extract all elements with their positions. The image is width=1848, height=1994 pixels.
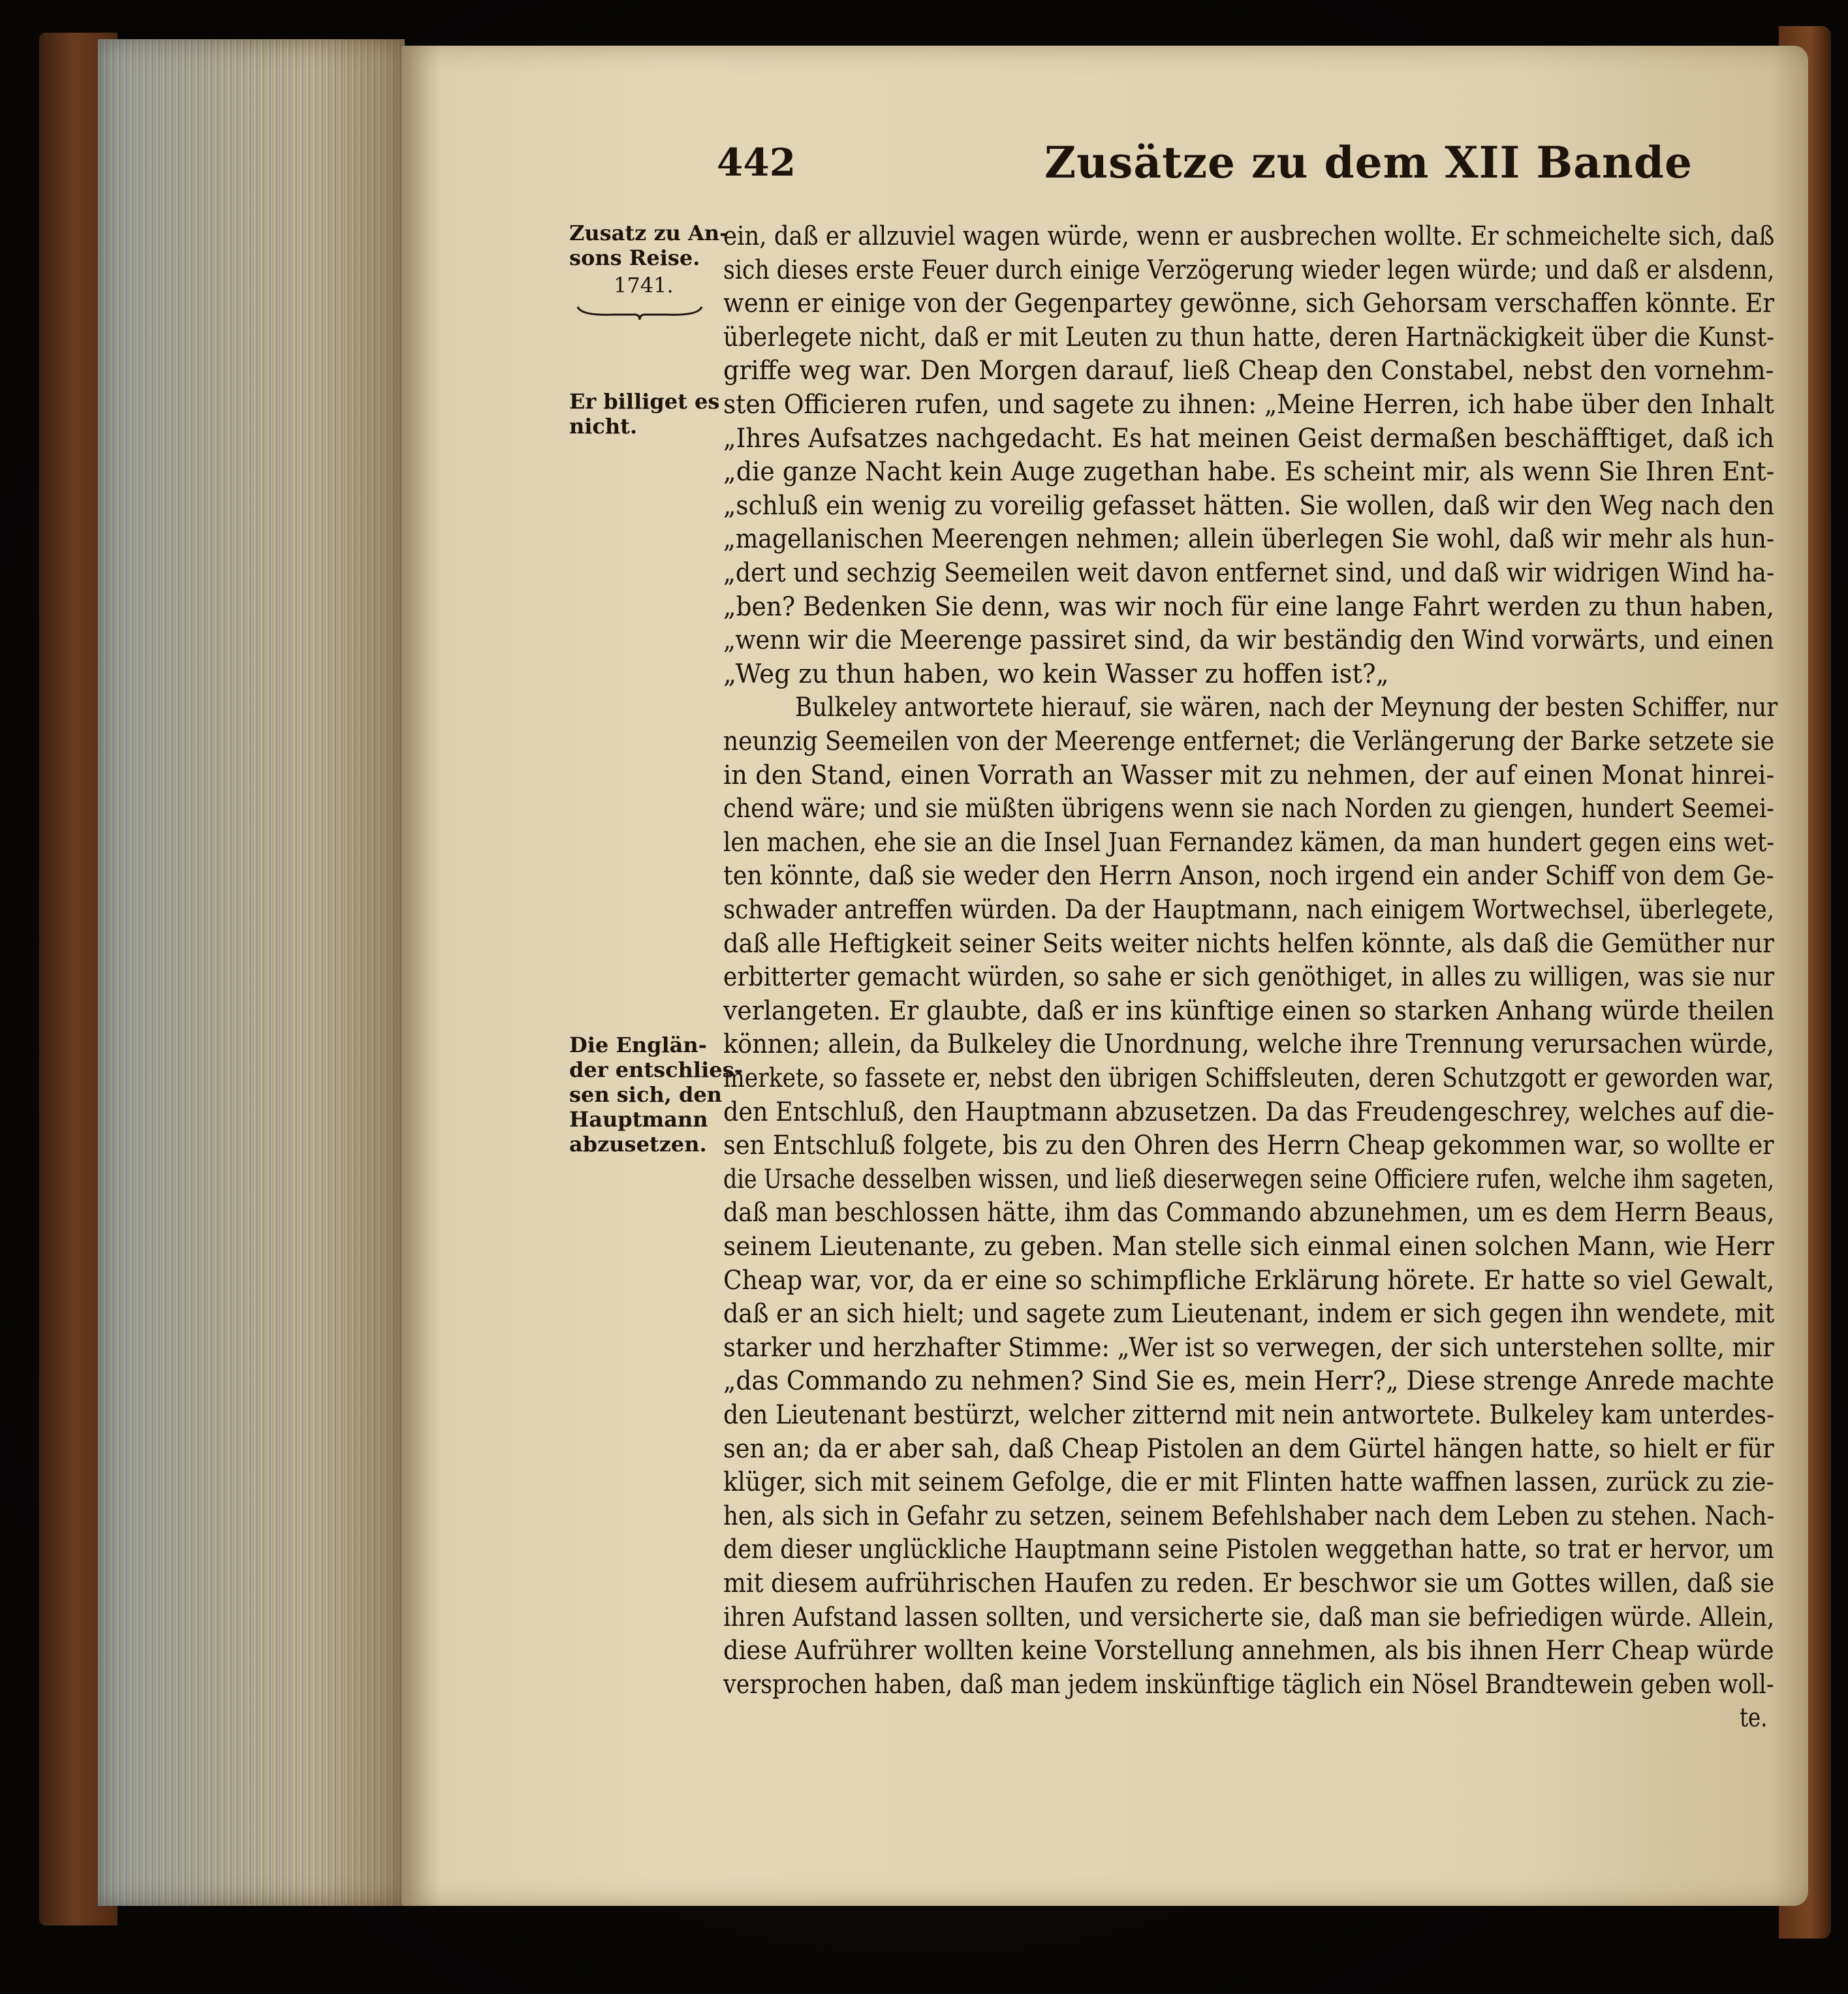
margin-note-line: abzusetzen. <box>569 1132 707 1157</box>
margin-note-line: sen sich, den <box>569 1082 722 1107</box>
body-line: „die ganze Nacht kein Auge zugethan habe. Es scheint mir, als wenn Sie Ihren Ent- <box>723 457 1775 488</box>
margin-note-line: Die Englän- <box>569 1033 707 1057</box>
body-line: griffe weg war. Den Morgen darauf, ließ Cheap den Constabel, nebst den vornehm- <box>723 356 1774 386</box>
body-line: den Entschluß, den Hauptmann abzusetzen. Da das Freudengeschrey, welches auf die- <box>723 1097 1775 1127</box>
body-line: überlegete nicht, daß er mit Leuten zu thun hatte, deren Hartnäckigkeit über die Kunst- <box>723 322 1775 352</box>
body-line: ten könnte, daß sie weder den Herrn Anson, noch irgend ein ander Schiff von dem Ge- <box>723 861 1774 892</box>
body-line: wenn er einige von der Gegenpartey gewönne, sich Gehorsam verschaffen könnte. Er <box>723 288 1775 319</box>
running-title: Zusätze zu dem XII Bande <box>1044 137 1693 188</box>
body-line: sten Officieren rufen, und sagete zu ihnen: „Meine Herren, ich habe über den Inhalt <box>723 390 1774 420</box>
body-line: schwader antreffen würden. Da der Hauptmann, nach einigem Wortwechsel, überlegete, <box>723 895 1775 925</box>
body-line: sen an; da er aber sah, daß Cheap Pistolen an dem Gürtel hängen hatte, so hielt er für <box>723 1433 1774 1464</box>
body-line: „Ihres Aufsatzes nachgedacht. Es hat meinen Geist dermaßen beschäfftiget, daß ich <box>723 423 1775 454</box>
body-line: hen, als sich in Gefahr zu setzen, seinem Befehlshaber nach dem Leben zu stehen. Nach- <box>723 1501 1775 1531</box>
body-line: len machen, ehe sie an die Insel Juan Fernandez kämen, da man hundert gegen eins wet- <box>723 827 1775 858</box>
margin-note-line: sons Reise. <box>569 245 700 270</box>
body-line: diese Aufrührer wollten keine Vorstellung annehmen, als bis ihnen Herr Cheap würde <box>723 1636 1774 1666</box>
body-line: „wenn wir die Meerenge passiret sind, da wir beständig den Wind vorwärts, und einen <box>723 625 1774 656</box>
margin-note-anson <box>569 221 728 270</box>
margin-note-line: Hauptmann <box>569 1107 708 1132</box>
margin-note-absetzen <box>569 1033 743 1157</box>
body-line: sich dieses erste Feuer durch einige Verzögerung wieder legen würde; und daß er alsdenn, <box>723 255 1775 285</box>
body-line: neunzig Seemeilen von der Meerenge entfernet; die Verlängerung der Barke setzete sie <box>723 726 1775 756</box>
body-line: daß man beschlossen hätte, ihm das Commando abzunehmen, um es dem Herrn Beaus, <box>723 1198 1775 1228</box>
body-line: „ben? Bedenken Sie denn, was wir noch für eine lange Fahrt werden zu thun haben, <box>723 591 1774 622</box>
body-line: ein, daß er allzuviel wagen würde, wenn er ausbrechen wollte. Er schmeichelte sich, daß <box>723 221 1775 251</box>
body-line: chend wäre; und sie müßten übrigens wenn sie nach Norden zu giengen, hundert Seemei- <box>723 794 1775 824</box>
body-line: merkete, so fassete er, nebst den übrigen Schiffsleuten, deren Schutzgott er geworden war, <box>723 1063 1774 1093</box>
body-line: die Ursache desselben wissen, und ließ dieserwegen seine Officiere rufen, welche ihm sageten, <box>723 1164 1775 1194</box>
body-line: den Lieutenant bestürzt, welcher zitternd mit nein antwortete. Bulkeley kam unterdes- <box>723 1400 1775 1430</box>
margin-note-year: 1741. <box>614 273 674 298</box>
body-line: können; allein, da Bulkeley die Unordnung, welche ihre Trennung verursachen würde, <box>723 1029 1774 1060</box>
body-line: ihren Aufstand lassen sollten, und versicherte sie, daß man sie befriedigen würde. Allein, <box>723 1602 1775 1632</box>
margin-note-line: der entschlies- <box>569 1057 743 1082</box>
body-line: starker und herzhafter Stimme: „Wer ist so verwegen, der sich unterstehen sollte, mir <box>723 1332 1774 1363</box>
body-line: „magellanischen Meerengen nehmen; allein überlegen Sie wohl, daß wir mehr als hun- <box>723 524 1775 555</box>
margin-note-line: Er billiget es <box>569 389 720 414</box>
margin-note-line: nicht. <box>569 414 638 439</box>
body-line: „Weg zu thun haben, wo kein Wasser zu hoffen ist?„ <box>723 659 1389 689</box>
page-number: 442 <box>717 140 796 185</box>
body-line: mit diesem aufrührischen Haufen zu reden. Er beschwor sie um Gottes willen, daß sie <box>723 1568 1775 1598</box>
body-line: Cheap war, vor, da er eine so schimpfliche Erklärung hörete. Er hatte so viel Gewalt, <box>723 1265 1775 1296</box>
body-line: daß alle Heftigkeit seiner Seits weiter nichts helfen könnte, als daß die Gemüther nur <box>723 928 1774 959</box>
body-line: versprochen haben, daß man jedem inskünftige täglich ein Nösel Brandtewein geben woll- <box>723 1669 1774 1700</box>
body-line: „dert und sechzig Seemeilen weit davon entfernet sind, und daß wir widrigen Wind ha- <box>723 558 1775 588</box>
margin-note-billiget <box>569 389 719 439</box>
body-line: daß er an sich hielt; und sagete zum Lieutenant, indem er sich gegen ihn wendete, mit <box>723 1299 1775 1330</box>
body-line: in den Stand, einen Vorrath an Wasser mit zu nehmen, der auf einen Monat hinrei- <box>723 760 1775 790</box>
body-line: verlangeten. Er glaubte, daß er ins künftige einen so starken Anhang würde theilen <box>723 995 1775 1026</box>
body-line: Bulkeley antwortete hierauf, sie wären, nach der Meynung der besten Schiffer, nur <box>795 693 1778 723</box>
page-edges <box>98 39 405 1906</box>
margin-brace-ornament <box>574 304 705 321</box>
body-line: „das Commando zu nehmen? Sind Sie es, mein Herr?„ Diese strenge Anrede machte <box>723 1366 1775 1397</box>
body-line: seinem Lieutenante, zu geben. Man stelle sich einmal einen solchen Mann, wie Herr <box>723 1232 1774 1262</box>
body-line: klüger, sich mit seinem Gefolge, die er mit Flinten hatte waffnen lassen, zurück zu zie- <box>723 1467 1774 1498</box>
body-line: „schluß ein wenig zu voreilig gefasset hätten. Sie wollen, daß wir den Weg nach den <box>723 490 1775 521</box>
margin-note-line: Zusatz zu An- <box>569 221 728 245</box>
body-line: sen Entschluß folgete, bis zu den Ohren des Herrn Cheap gekommen war, so wollte er <box>723 1130 1774 1161</box>
body-line: dem dieser unglückliche Hauptmann seine Pistolen weggethan hatte, so trat er hervor, um <box>723 1534 1774 1565</box>
body-line: erbitterter gemacht würden, so sahe er sich genöthiget, in alles zu willigen, was sie nur <box>723 962 1775 993</box>
body-line: te. <box>1740 1703 1768 1734</box>
